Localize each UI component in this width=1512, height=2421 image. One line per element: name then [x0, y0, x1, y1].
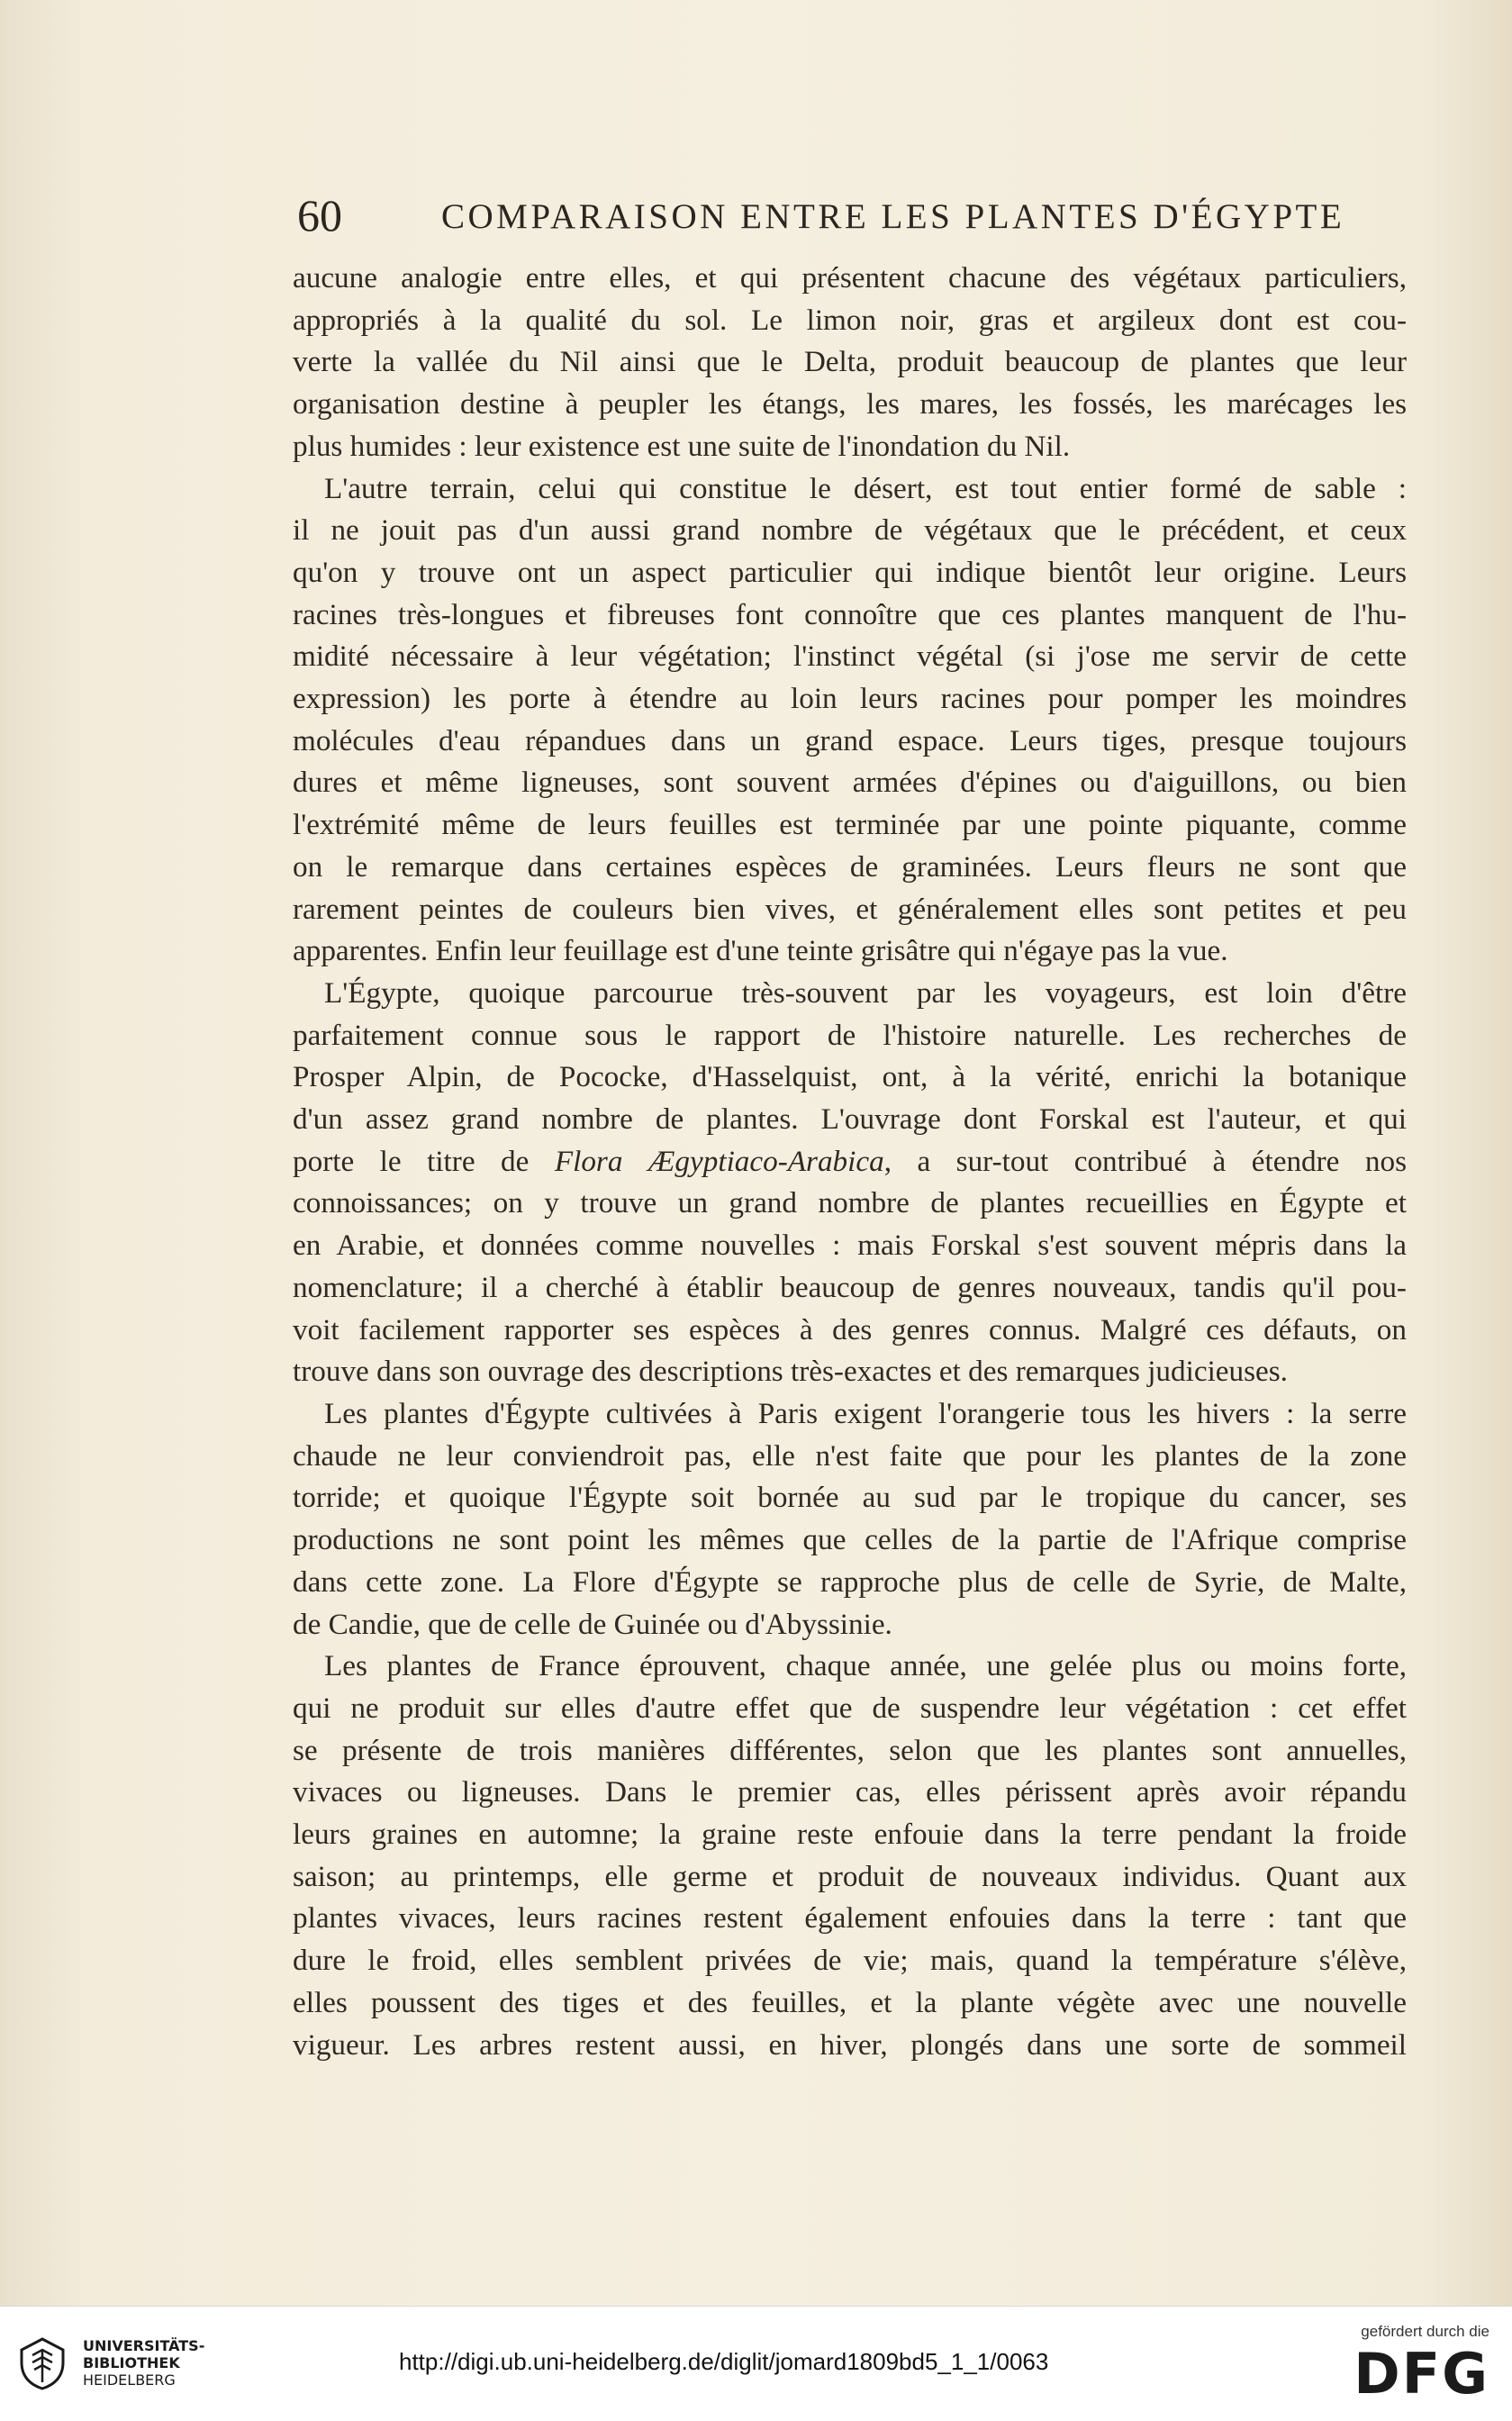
text-line: midité nécessaire à leur végétation; l'instinct végétal (si j'ose me servir de cette — [293, 639, 1407, 674]
text-line: saison; au printemps, elle germe et produit de nouveaux individus. Quant aux — [293, 1859, 1407, 1893]
text-line: Prosper Alpin, de Pococke, d'Hasselquist, ont, à la vérité, enrichi la botanique — [293, 1060, 1407, 1094]
text-line: parfaitement connue sous le rapport de l'histoire naturelle. Les recherches de — [293, 1018, 1407, 1052]
text-line: il ne jouit pas d'un aussi grand nombre de végétaux que le précédent, et ceux — [293, 513, 1407, 548]
book-title: Flora Ægyptiaco-Arabica — [554, 1144, 884, 1178]
text-line: verte la vallée du Nil ainsi que le Delta, produit beaucoup de plantes que leur — [293, 345, 1407, 379]
sponsor-caption: gefördert durch die — [1361, 2323, 1489, 2340]
text-line: se présente de trois manières différentes, selon que les plantes sont annuelles, — [293, 1733, 1407, 1767]
running-title: COMPARAISON ENTRE LES PLANTES D'ÉGYPTE — [441, 197, 1345, 236]
text-line: racines très-longues et fibreuses font connoître que ces plantes manquent de l'hu- — [293, 597, 1407, 631]
library-name: UNIVERSITÄTS- BIBLIOTHEK HEIDELBERG — [83, 2337, 205, 2389]
text-line: L'Égypte, quoique parcourue très-souvent par les voyageurs, est loin d'être — [324, 975, 1407, 1010]
viewer-footer — [0, 2306, 1512, 2421]
text-line: L'autre terrain, celui qui constitue le désert, est tout entier formé de sable : — [324, 471, 1407, 505]
text-line: molécules d'eau répandues dans un grand espace. Leurs tiges, presque toujours — [293, 723, 1407, 757]
text-line: connoissances; on y trouve un grand nombre de plantes recueillies en Égypte et — [293, 1186, 1407, 1220]
text-line: Les plantes d'Égypte cultivées à Paris exigent l'orangerie tous les hivers : la serre — [324, 1396, 1407, 1430]
text-line: qui ne produit sur elles d'autre effet que de suspendre leur végétation : cet effet — [293, 1691, 1407, 1725]
text-line: rarement peintes de couleurs bien vives, et généralement elles sont petites et peu — [293, 892, 1407, 926]
text-line: en Arabie, et données comme nouvelles : mais Forskal s'est souvent mépris dans la — [293, 1229, 1407, 1263]
permalink-url[interactable]: http://digi.ub.uni-heidelberg.de/diglit/jomard1809bd5_1_1/0063 — [399, 2348, 1049, 2375]
text-line: dures et même ligneuses, sont souvent armées d'épines ou d'aiguillons, ou bien — [293, 766, 1407, 800]
text-line: on le remarque dans certaines espèces de graminées. Leurs fleurs ne sont que — [293, 849, 1407, 884]
page-header — [293, 189, 1409, 243]
text-line: voit facilement rapporter ses espèces à des genres connus. Malgré ces défauts, on — [293, 1312, 1407, 1347]
heidelberg-university-library-icon — [16, 2335, 68, 2391]
text-line: appropriés à la qualité du sol. Le limon noir, gras et argileux dont est cou- — [293, 303, 1407, 337]
body-text — [293, 258, 1407, 2066]
text-line: aucune analogie entre elles, et qui présentent chacune des végétaux particuliers, — [293, 261, 1407, 295]
text-line: leurs graines en automne; la graine reste enfouie dans la terre pendant la froide — [293, 1818, 1407, 1852]
text-line: vivaces ou ligneuses. Dans le premier cas, elles périssent après avoir répandu — [293, 1775, 1407, 1809]
text-line: expression) les porte à étendre au loin leurs racines pour pomper les moindres — [293, 682, 1407, 716]
text-line: trouve dans son ouvrage des descriptions très-exactes et des remarques judicieuses. — [293, 1355, 1288, 1389]
text-line: organisation destine à peupler les étangs, les mares, les fossés, les marécages les — [293, 387, 1407, 422]
text-line: plantes vivaces, leurs racines restent également enfouies dans la terre : tant que — [293, 1901, 1407, 1936]
text-line: qu'on y trouve ont un aspect particulier qui indique bientôt leur origine. Leurs — [293, 555, 1407, 589]
page-number: 60 — [297, 190, 342, 240]
text-line: plus humides : leur existence est une suite de l'inondation du Nil. — [293, 429, 1071, 463]
text-line: Les plantes de France éprouvent, chaque année, une gelée plus ou moins forte, — [324, 1649, 1407, 1683]
dfg-logo: DFG — [1354, 2341, 1489, 2407]
text-line: vigueur. Les arbres restent aussi, en hiver, plongés dans une sorte de sommeil — [293, 2027, 1407, 2062]
text-line: chaude ne leur conviendroit pas, elle n'est faite que pour les plantes de la zone — [293, 1438, 1407, 1473]
sponsor-block — [1354, 2323, 1489, 2407]
text-line: dans cette zone. La Flore d'Égypte se rapproche plus de celle de Syrie, de Malte, — [293, 1564, 1407, 1599]
text-line: nomenclature; il a cherché à établir beaucoup de genres nouveaux, tandis qu'il pou- — [293, 1270, 1407, 1304]
text-line: dure le froid, elles semblent privées de vie; mais, quand la température s'élève, — [293, 1944, 1407, 1978]
text-line — [293, 1141, 1407, 1183]
text-line: apparentes. Enfin leur feuillage est d'une teinte grisâtre qui n'égaye pas la vue. — [293, 934, 1228, 968]
text-line: elles poussent des tiges et des feuilles, et la plante végète avec une nouvelle — [293, 1985, 1407, 2019]
text-line: d'un assez grand nombre de plantes. L'ouvrage dont Forskal est l'auteur, et qui — [293, 1102, 1407, 1137]
text-line: l'extrémité même de leurs feuilles est terminée par une pointe piquante, comme — [293, 808, 1407, 842]
text-line: torride; et quoique l'Égypte soit bornée au sud par le tropique du cancer, ses — [293, 1481, 1407, 1515]
text-run: porte le titre de — [293, 1144, 555, 1178]
text-run: , a sur-tout contribué à étendre nos — [883, 1144, 1407, 1178]
text-line: de Candie, que de celle de Guinée ou d'Abyssinie. — [293, 1607, 892, 1641]
text-line: productions ne sont point les mêmes que celles de la partie de l'Afrique comprise — [293, 1523, 1407, 1557]
